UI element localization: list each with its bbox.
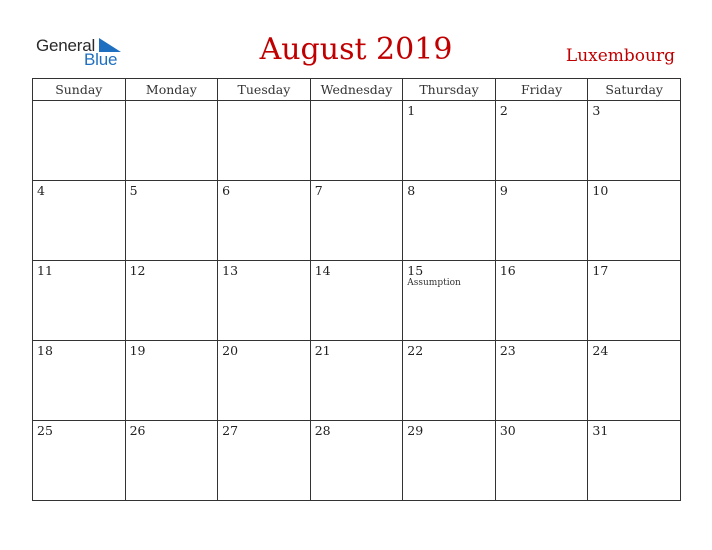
day-number: 1 [407, 103, 416, 118]
day-cell [125, 421, 218, 501]
day-cell [588, 261, 681, 341]
day-number: 28 [314, 423, 331, 438]
weekday-header: Monday [125, 79, 218, 101]
day-cell [495, 261, 588, 341]
day-number: 2 [499, 103, 508, 118]
day-cell [33, 181, 126, 261]
day-number: 17 [592, 263, 609, 278]
day-number: 22 [407, 343, 424, 358]
day-number: 23 [499, 343, 516, 358]
day-number: 20 [222, 343, 239, 358]
day-cell [495, 181, 588, 261]
day-cell [218, 101, 311, 181]
logo-blue-text: Blue [84, 50, 118, 69]
day-number: 21 [314, 343, 331, 358]
day-number: 14 [314, 263, 331, 278]
day-number: 27 [222, 423, 239, 438]
day-number: 10 [592, 183, 609, 198]
day-cell [310, 341, 403, 421]
day-cell [403, 421, 496, 501]
weekday-header: Thursday [403, 79, 496, 101]
day-number: 3 [592, 103, 601, 118]
day-number: 25 [37, 423, 53, 438]
weekday-header: Tuesday [218, 79, 311, 101]
day-cell [33, 101, 126, 181]
day-number: 5 [129, 183, 138, 198]
day-cell [218, 341, 311, 421]
day-cell [125, 341, 218, 421]
weekday-header: Friday [495, 79, 588, 101]
day-number: 12 [129, 263, 146, 278]
day-cell [33, 421, 126, 501]
day-cell [588, 101, 681, 181]
week-row [33, 421, 681, 501]
day-number: 26 [129, 423, 146, 438]
weekday-header: Saturday [588, 79, 681, 101]
day-cell [310, 421, 403, 501]
day-cell [403, 341, 496, 421]
day-cell [495, 341, 588, 421]
week-row [33, 341, 681, 421]
day-cell [218, 181, 311, 261]
day-cell [403, 181, 496, 261]
day-cell [310, 261, 403, 341]
day-cell [218, 261, 311, 341]
day-number: 29 [407, 423, 424, 438]
day-cell [403, 261, 496, 341]
day-number: 8 [407, 183, 416, 198]
weekday-header: Wednesday [310, 79, 403, 101]
week-row [33, 101, 681, 181]
calendar-grid [32, 78, 681, 501]
day-number: 19 [129, 343, 146, 358]
day-cell [33, 341, 126, 421]
day-cell [125, 181, 218, 261]
weekday-header-row [33, 79, 681, 101]
day-cell [588, 341, 681, 421]
day-cell [125, 261, 218, 341]
day-cell [588, 421, 681, 501]
day-number: 18 [37, 343, 53, 358]
day-number: 16 [499, 263, 516, 278]
day-cell [33, 261, 126, 341]
day-cell [403, 101, 496, 181]
weekday-header: Sunday [33, 79, 126, 101]
holiday-label: Assumption [407, 278, 461, 288]
day-number: 30 [499, 423, 516, 438]
day-cell [495, 101, 588, 181]
day-number: 11 [37, 263, 53, 278]
page-title: August 2019 [259, 32, 453, 67]
week-row [33, 181, 681, 261]
day-cell [310, 181, 403, 261]
day-cell [588, 181, 681, 261]
day-number: 31 [592, 423, 609, 438]
day-number: 6 [222, 183, 231, 198]
day-number: 24 [592, 343, 609, 358]
day-number: 9 [499, 183, 508, 198]
week-row [33, 261, 681, 341]
day-number: 7 [314, 183, 323, 198]
day-number: 13 [222, 263, 239, 278]
day-cell [310, 101, 403, 181]
day-number: 15 [407, 263, 424, 278]
day-cell [495, 421, 588, 501]
day-cell [218, 421, 311, 501]
day-cell [125, 101, 218, 181]
day-number: 4 [37, 183, 45, 198]
country-label: Luxembourg [565, 46, 675, 66]
logo-general-text: General [36, 36, 96, 55]
